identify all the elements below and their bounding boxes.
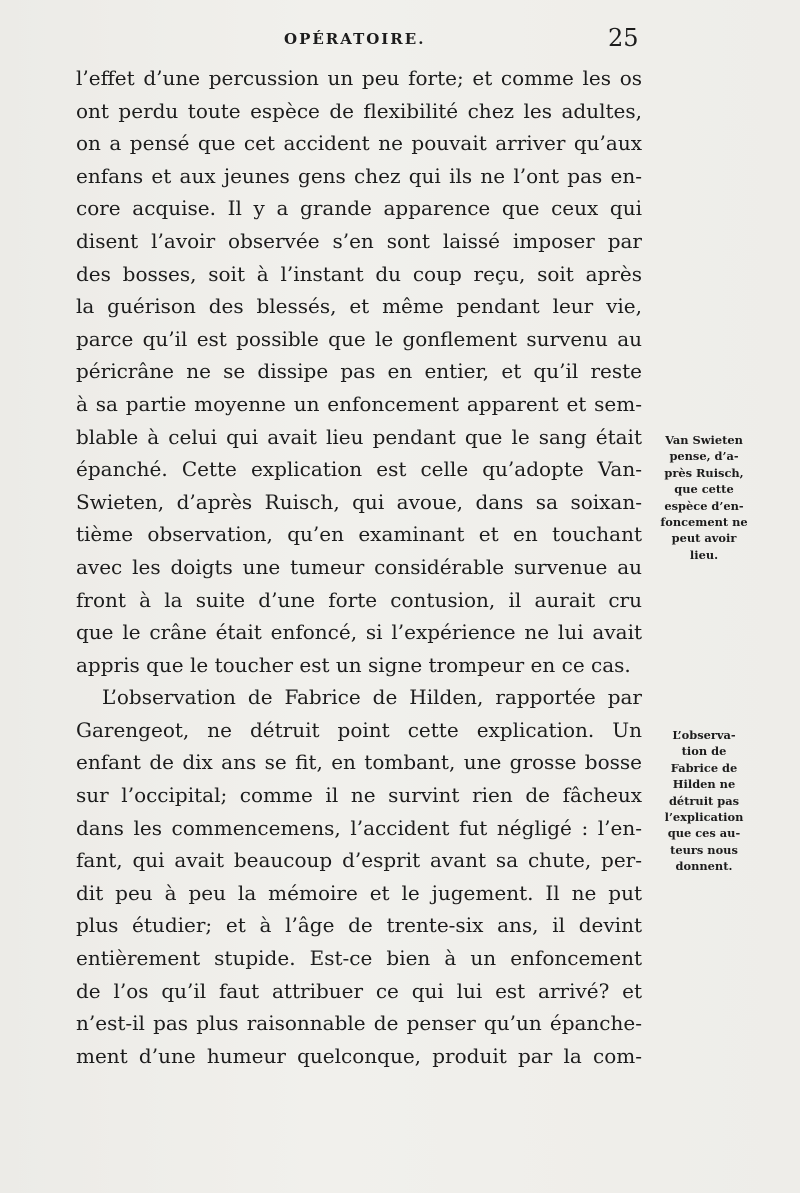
body-text xyxy=(76,62,642,1072)
text-line: la guérison des blessés, et même pendant leur vie, xyxy=(76,294,642,319)
margin-note-line: l’explication xyxy=(664,810,744,825)
text-line: n’est-il pas plus raisonnable de penser qu’un épanche- xyxy=(76,1011,642,1036)
text-line: on a pensé que cet accident ne pouvait arriver qu’aux xyxy=(76,131,642,156)
text-line: des bosses, soit à l’instant du coup reçu, soit après xyxy=(76,261,642,286)
margin-note-line: que ces au- xyxy=(667,826,741,841)
text-line: ment d’une humeur quelconque, produit par la com- xyxy=(76,1043,642,1068)
text-line: parce qu’il est possible que le gonflement survenu au xyxy=(76,326,642,351)
text-line: front à la suite d’une forte contusion, il aurait cru xyxy=(76,587,642,612)
text-line: Swieten, d’après Ruisch, qui avoue, dans sa soixan- xyxy=(76,489,642,514)
text-line: blable à celui qui avait lieu pendant que le sang était xyxy=(76,424,642,449)
margin-note-line: peut avoir xyxy=(671,531,737,546)
text-line: enfant de dix ans se fit, en tombant, une grosse bosse xyxy=(76,750,642,775)
text-line: épanché. Cette explication est celle qu’adopte Van- xyxy=(76,457,642,482)
text-line: disent l’avoir observée s’en sont laissé imposer par xyxy=(76,228,642,253)
text-line: l’effet d’une percussion un peu forte; et comme les os xyxy=(76,66,642,90)
text-line: dit peu à peu la mémoire et le jugement. Il ne put xyxy=(76,880,642,905)
margin-note-line: tion de xyxy=(681,744,727,759)
text-line: à sa partie moyenne un enfoncement apparent et sem- xyxy=(76,391,642,416)
text-line: enfans et aux jeunes gens chez qui ils ne l’ont pas en- xyxy=(76,163,642,188)
margin-note-line: foncement ne xyxy=(660,515,748,530)
text-line: sur l’occipital; comme il ne survint rien de fâcheux xyxy=(76,783,642,808)
text-line: L’observation de Fabrice de Hilden, rapportée par xyxy=(102,685,642,710)
margin-note-fabrice-de-hilden xyxy=(650,727,758,875)
text-line: ont perdu toute espèce de flexibilité chez les adultes, xyxy=(76,98,642,123)
text-line: entièrement stupide. Est-ce bien à un enfoncement xyxy=(76,946,642,971)
margin-note-line: Van Swieten xyxy=(665,433,743,447)
margin-note-line: Fabrice de xyxy=(670,760,738,775)
text-line: Garengeot, ne détruit point cette explication. Un xyxy=(76,717,642,742)
text-line: de l’os qu’il faut attribuer ce qui lui est arrivé? et xyxy=(76,978,642,1003)
text-line: plus étudier; et à l’âge de trente-six ans, il devint xyxy=(76,913,642,938)
margin-note-van-swieten xyxy=(650,432,758,563)
margin-note-line: teurs nous xyxy=(670,842,738,857)
margin-note-line: détruit pas xyxy=(668,793,740,808)
margin-note-line: donnent. xyxy=(675,859,733,874)
text-line: que le crâne était enfoncé, si l’expérience ne lui avait xyxy=(76,620,642,645)
text-line: tième observation, qu’en examinant et en touchant xyxy=(76,522,642,547)
margin-note-line: L’observa- xyxy=(672,728,736,742)
margin-note-line: espèce d’en- xyxy=(664,498,744,513)
text-line: péricrâne ne se dissipe pas en entier, et qu’il reste xyxy=(76,359,642,384)
margin-note-line: pense, d’a- xyxy=(669,449,739,464)
page-number: 25 xyxy=(608,24,639,52)
text-line: dans les commencemens, l’accident fut négligé : l’en- xyxy=(76,815,642,840)
running-title: OPÉRATOIRE. xyxy=(284,30,426,48)
text-line: avec les doigts une tumeur considérable survenue au xyxy=(76,554,642,579)
margin-note-line: que cette xyxy=(674,482,734,497)
margin-note-line: Hilden ne xyxy=(672,777,736,792)
text-line: appris que le toucher est un signe trompeur en ce cas. xyxy=(76,652,631,677)
margin-note-line: lieu. xyxy=(689,547,719,562)
margin-note-line: près Ruisch, xyxy=(664,465,744,480)
text-line: core acquise. Il y a grande apparence que ceux qui xyxy=(76,196,642,221)
text-line: fant, qui avait beaucoup d’esprit avant sa chute, per- xyxy=(76,848,642,873)
